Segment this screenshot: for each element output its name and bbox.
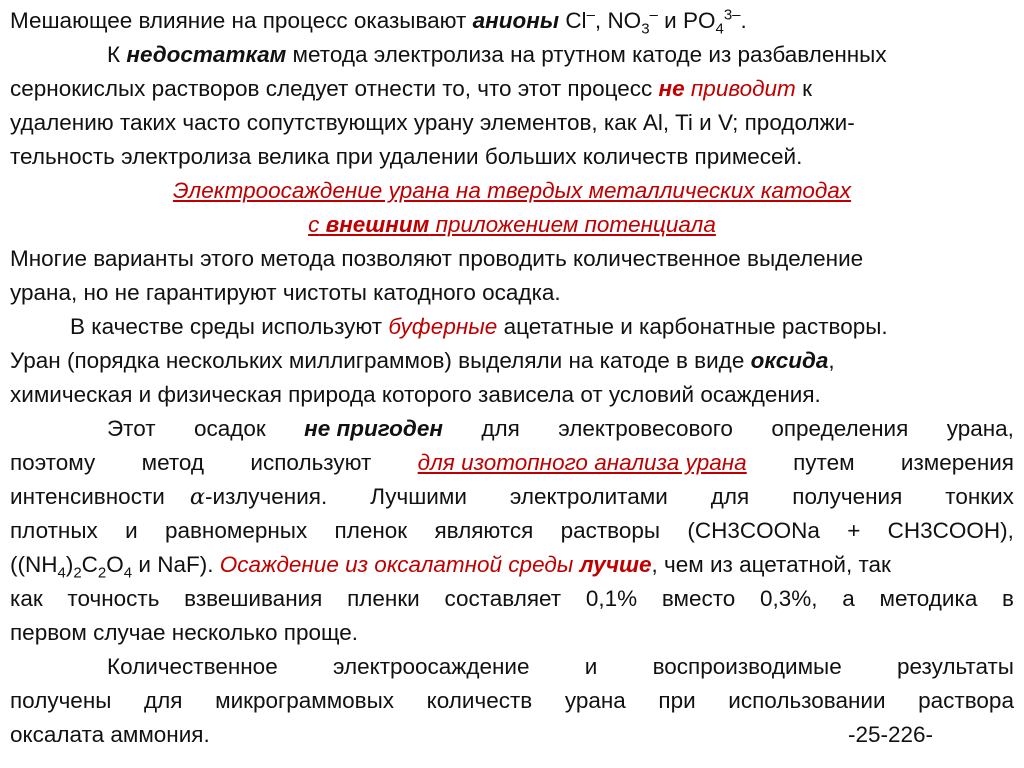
word: точность: [67, 586, 160, 611]
word: осадок: [193, 416, 266, 441]
text-span: ,: [594, 8, 602, 33]
paragraph-buffer-line3: химическая и физическая природа которого зависела от условий осаждения.: [10, 382, 821, 407]
word: а: [842, 586, 855, 611]
word: получены: [10, 688, 112, 713]
word: из: [709, 552, 733, 577]
section-heading-line2: [10, 208, 1014, 242]
paragraph-variants-line2: урана, но не гарантируют чистоты катодного осадка.: [10, 280, 561, 305]
paragraph-anions: [10, 4, 1014, 38]
word: чем: [664, 552, 704, 577]
word: взвешивания: [184, 586, 323, 611]
word: тонких: [945, 484, 1014, 509]
word: путем: [793, 450, 855, 475]
emphasis-anions: анионы: [472, 8, 560, 33]
word: определения: [771, 416, 909, 441]
word: воспроизводимые: [652, 654, 842, 679]
word: использовании: [728, 688, 886, 713]
text-span: и: [664, 8, 677, 33]
text-span: метода электролиза на ртутном катоде из разбавленных: [292, 42, 887, 67]
text-span: Уран (порядка нескольких миллиграммов) выделяли на катоде в виде: [10, 348, 745, 373]
paragraph-quantitative-line3: [10, 718, 1014, 752]
word: для: [144, 688, 183, 713]
text-span: сернокислых растворов следует отнести то, что этот процесс: [10, 76, 653, 101]
paragraph-deposit-line2: [10, 446, 1014, 480]
emphasis-oxalate-deposition: Осаждение из оксалатной среды: [219, 552, 574, 577]
paragraph-deposit-line5: [10, 548, 1014, 582]
paragraph-variants-line1: Многие варианты этого метода позволяют проводить количественное выделение: [10, 246, 864, 271]
alpha-radiation: интенсивности α-излучения.: [10, 484, 328, 510]
paragraph-disadvantages-line1: [10, 38, 1014, 72]
formula-ammonium-oxalate: ($(NH_4)_2C_2O_4$: [10, 552, 133, 582]
word: как: [10, 586, 43, 611]
text-span: В качестве среды используют: [70, 314, 383, 339]
paragraph-disadvantages-line4: тельность электролиза велика при удалении больших количеств примесей.: [10, 144, 803, 169]
word: вместо: [661, 586, 736, 611]
word: методика: [879, 586, 978, 611]
word: в: [1002, 586, 1014, 611]
paragraph-quantitative-line2: [10, 684, 1014, 718]
word: микрограммовых: [215, 688, 395, 713]
word: при: [658, 688, 696, 713]
word: результаты: [896, 654, 1014, 679]
word: равномерных: [164, 518, 308, 543]
text-span: приложением потенциала: [435, 212, 716, 237]
word: и: [584, 654, 598, 679]
paragraph-disadvantages-line2: [10, 72, 1014, 106]
word: 0,1%: [585, 586, 638, 611]
text-span: К: [107, 42, 121, 67]
paragraph-buffer-line2: [10, 344, 1014, 378]
word: (CH3COONa: [687, 518, 820, 543]
word: Лучшими: [370, 484, 467, 509]
paragraph-deposit-line6: [10, 582, 1014, 616]
text-span: Мешающее влияние на процесс оказывают: [10, 8, 467, 33]
paragraph-deposit-line1: [10, 412, 1014, 446]
word: электролитами: [509, 484, 668, 509]
word: Количественное: [107, 654, 278, 679]
word: пленок: [334, 518, 408, 543]
word: для: [481, 416, 520, 441]
text-span: ,: [828, 348, 835, 373]
word: электровесового: [558, 416, 733, 441]
text-span: с: [308, 212, 320, 237]
paragraph-deposit-line3: [10, 480, 1014, 514]
paragraph-deposit-line4: [10, 514, 1014, 548]
emphasis-oxide: оксида: [750, 348, 829, 373]
paragraph-disadvantages-line3: удалению таких часто сопутствующих урану элементов, как Al, Ti и V; продолжи-: [10, 110, 855, 135]
page-number: -25-226-: [848, 722, 934, 747]
emphasis-isotope-analysis: для изотопного анализа урана: [417, 450, 747, 475]
word: 0,3%,: [760, 586, 818, 611]
word: и: [125, 518, 138, 543]
word: плотных: [10, 518, 98, 543]
text-span: оксалата аммония.: [10, 722, 210, 747]
word: количеств: [426, 688, 533, 713]
word: Этот: [107, 416, 156, 441]
text-span: и NaF).: [138, 552, 214, 577]
word: CH3COOH),: [887, 518, 1014, 543]
text-span: ацетатные и карбонатные растворы.: [503, 314, 888, 339]
word: являются: [434, 518, 534, 543]
word: для: [710, 484, 750, 509]
emphasis-disadvantages: недостаткам: [126, 42, 287, 67]
paragraph-buffer-line1: [10, 310, 1014, 344]
text-span: к: [802, 76, 812, 101]
word: ацетатной,: [739, 552, 853, 577]
word: урана: [564, 688, 626, 713]
word: электроосаждение: [332, 654, 530, 679]
emphasis-better: лучше: [579, 552, 652, 577]
word: используют: [250, 450, 372, 475]
word: пленки: [347, 586, 420, 611]
emphasis-not: не: [658, 76, 685, 101]
word: ,: [651, 552, 658, 577]
formula-cl: Cl–: [565, 6, 595, 33]
word: метод: [141, 450, 205, 475]
emphasis-buffer: буферные: [388, 314, 498, 339]
paragraph-quantitative-line1: [10, 650, 1014, 684]
word: измерения: [900, 450, 1014, 475]
document-page: [10, 4, 1014, 752]
word: поэтому: [10, 450, 96, 475]
word: растворы: [560, 518, 661, 543]
word: +: [847, 518, 861, 543]
alpha-symbol: α: [189, 484, 206, 510]
word: получения: [792, 484, 903, 509]
section-heading-line1: Электроосаждение урана на твердых металлических катодах: [172, 178, 852, 203]
word: раствора: [918, 688, 1014, 713]
emphasis-external: внешним: [325, 212, 430, 237]
emphasis-leads: приводит: [690, 76, 796, 101]
word: составляет: [444, 586, 562, 611]
formula-po4: $PO_4^{3-}$: [682, 6, 741, 38]
text-span: .: [740, 8, 747, 33]
word: так: [858, 552, 891, 577]
formula-no3: $NO_3^-$: [607, 6, 658, 38]
emphasis-not-suitable: не пригоден: [304, 416, 443, 441]
paragraph-deposit-line7: первом случае несколько проще.: [10, 620, 359, 645]
word: урана,: [946, 416, 1014, 441]
